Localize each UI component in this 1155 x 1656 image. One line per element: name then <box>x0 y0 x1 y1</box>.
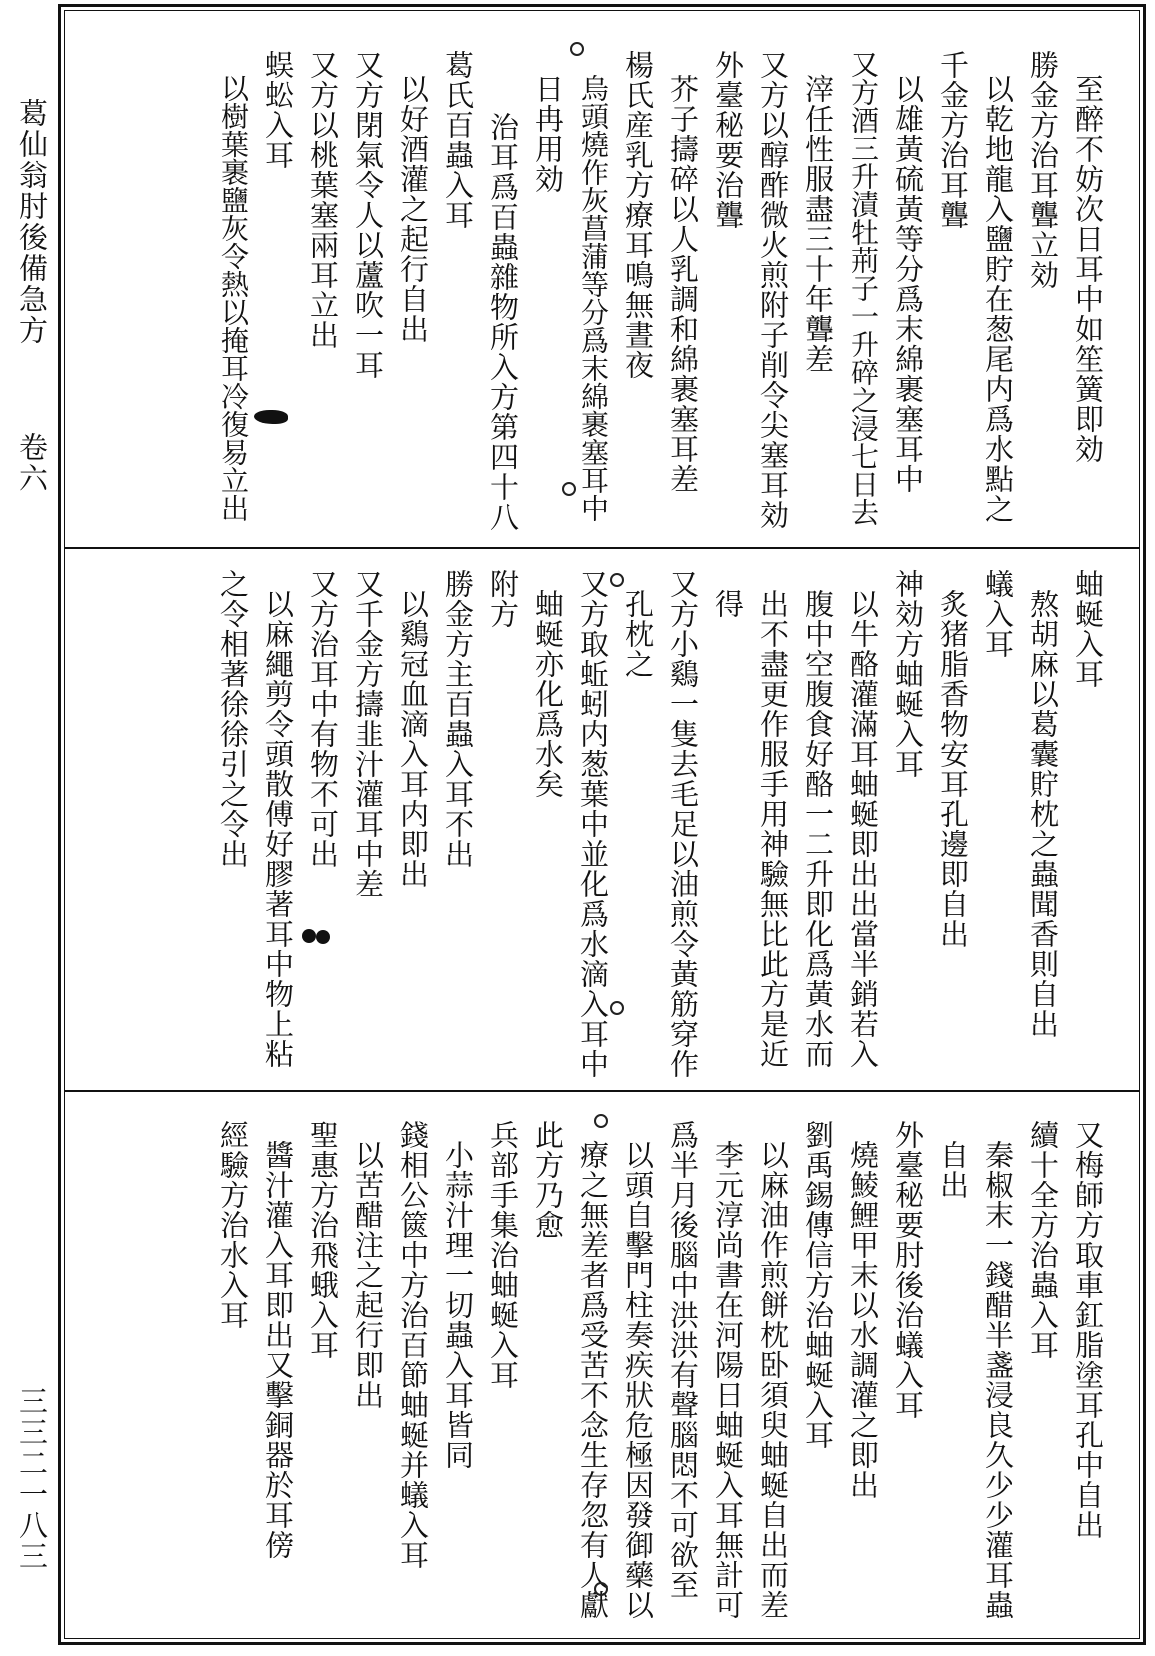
text-column: 又方治耳中有物不可出 <box>306 569 340 869</box>
text-column: 經驗方治水入耳 <box>216 1120 250 1330</box>
text-column: 腹中空腹食好酪一二升即化爲黃水而 <box>801 589 835 1069</box>
text-column: 炙猪脂香物安耳孔邊即自出 <box>936 589 970 949</box>
text-column: 葛氏百蟲入耳 <box>441 50 475 230</box>
section-heading: 治耳爲百蟲雜物所入方第四十八 <box>486 112 520 532</box>
text-column: 醬汁灌入耳即出又擊銅器於耳傍 <box>261 1140 295 1560</box>
text-column: 外臺秘要肘後治蟻入耳 <box>891 1120 925 1420</box>
text-column: 得 <box>711 589 745 619</box>
book-title: 葛仙翁肘後備急方 <box>15 98 49 346</box>
circle-mark <box>594 1114 608 1128</box>
page-number: 三三二一八三 <box>15 1386 49 1572</box>
text-column: 日冉用効 <box>531 74 565 194</box>
text-column: 又方取蚯蚓内葱葉中並化爲水滴入耳中 <box>576 569 610 1079</box>
ink-blot <box>302 929 316 943</box>
text-column: 以苦醋注之起行即出 <box>351 1140 385 1410</box>
text-column: 錢相公篋中方治百節蚰蜒并蟻入耳 <box>396 1120 430 1570</box>
circle-mark <box>562 482 576 496</box>
text-column: 熬胡麻以葛囊貯枕之蟲聞香則自出 <box>1026 589 1060 1039</box>
text-column: 勝金方主百蟲入耳不出 <box>441 569 475 869</box>
text-column: 續十全方治蟲入耳 <box>1026 1120 1060 1360</box>
text-column: 劉禹錫傳信方治蚰蜒入耳 <box>801 1120 835 1450</box>
text-column: 秦椒末一錢醋半盞浸良久少少灌耳蟲 <box>981 1140 1015 1620</box>
text-column: 以麻油作煎餅枕卧須臾蚰蜒自出而差 <box>756 1140 790 1620</box>
text-column: 勝金方治耳聾立効 <box>1026 50 1060 290</box>
text-column: 蟻入耳 <box>981 569 1015 659</box>
text-column: 兵部手集治蚰蜒入耳 <box>486 1120 520 1390</box>
text-column: 千金方治耳聾 <box>936 50 970 230</box>
text-column: 神効方蚰蜒入耳 <box>891 569 925 779</box>
volume-label: 卷六 <box>15 432 49 494</box>
text-column: 又方小鷄一隻去毛足以油煎令黃筋穿作 <box>666 569 700 1079</box>
text-column: 又方以桃葉塞兩耳立出 <box>306 50 340 350</box>
text-column: 孔枕之 <box>621 589 655 679</box>
text-column: 以鷄冠血滴入耳内即出 <box>396 589 430 889</box>
text-column: 爲半月後腦中洪洪有聲腦悶不可欲至 <box>666 1120 700 1600</box>
ink-blot <box>254 410 288 424</box>
text-column: 又千金方擣韭汁灌耳中差 <box>351 569 385 899</box>
circle-mark <box>610 1001 624 1015</box>
text-column: 楊氏産乳方療耳鳴無晝夜 <box>621 50 655 380</box>
text-column: 烏頭燒作灰菖蒲等分爲末綿裹塞耳中 <box>577 74 610 522</box>
text-column: 聖惠方治飛蛾入耳 <box>306 1120 340 1360</box>
text-column: 燒鯪鯉甲末以水調灌之即出 <box>846 1140 880 1500</box>
text-column: 又方閉氣令人以蘆吹一耳 <box>351 50 385 380</box>
text-column: 自出 <box>936 1140 970 1200</box>
text-column: 以頭自擊門柱奏疾狀危極因發御藥以 <box>621 1140 655 1620</box>
text-column: 以樹葉裹鹽灰令熱以掩耳冷復易立出 <box>217 74 250 522</box>
text-column: 以牛酪灌滿耳蚰蜒即出出當半銷若入 <box>846 589 880 1069</box>
text-column: 以麻繩剪令頭散傅好膠著耳中物上粘 <box>261 589 295 1069</box>
circle-mark <box>594 1582 608 1596</box>
text-column: 外臺秘要治聾 <box>711 50 745 230</box>
ink-blot <box>316 930 330 944</box>
text-column: 以好酒灌之起行自出 <box>396 74 430 344</box>
text-column: 又方酒三升漬牡荊子一升碎之浸七日去 <box>847 50 880 526</box>
text-column: 蚰蜒亦化爲水矣 <box>531 589 565 799</box>
text-column: 以乾地龍入鹽貯在葱尾内爲水點之 <box>981 74 1015 524</box>
text-column: 又梅師方取車釭脂塗耳孔中自出 <box>1071 1120 1105 1540</box>
text-column: 小蒜汁理一切蟲入耳皆同 <box>441 1140 475 1470</box>
text-column: 又方以醇酢微火煎附子削令尖塞耳効 <box>756 50 790 530</box>
section-heading: 附方 <box>486 569 520 629</box>
text-column: 蚰蜒入耳 <box>1071 569 1105 689</box>
text-column: 以雄黃硫黃等分爲末綿裹塞耳中 <box>891 74 925 494</box>
text-panel-middle <box>66 549 1138 1090</box>
text-column: 出不盡更作服手用神驗無比此方是近 <box>756 589 790 1069</box>
text-column: 至醉不妨次日耳中如笙簧即効 <box>1071 74 1105 464</box>
text-panel-top <box>66 12 1138 547</box>
circle-mark <box>570 42 584 56</box>
text-column: 李元淳尚書在河陽日蚰蜒入耳無計可 <box>711 1140 745 1620</box>
text-panel-bottom <box>66 1092 1138 1637</box>
text-column: 此方乃愈 <box>531 1120 565 1240</box>
circle-mark <box>610 573 624 587</box>
text-column: 之令相著徐徐引之令出 <box>216 569 250 869</box>
text-column: 蜈蚣入耳 <box>261 50 295 170</box>
text-column: 滓任性服盡三十年聾差 <box>801 74 835 374</box>
text-column: 療之無差者爲受苦不念生存忽有人獻 <box>576 1140 610 1620</box>
text-column: 芥子擣碎以人乳調和綿裹塞耳差 <box>666 74 700 494</box>
